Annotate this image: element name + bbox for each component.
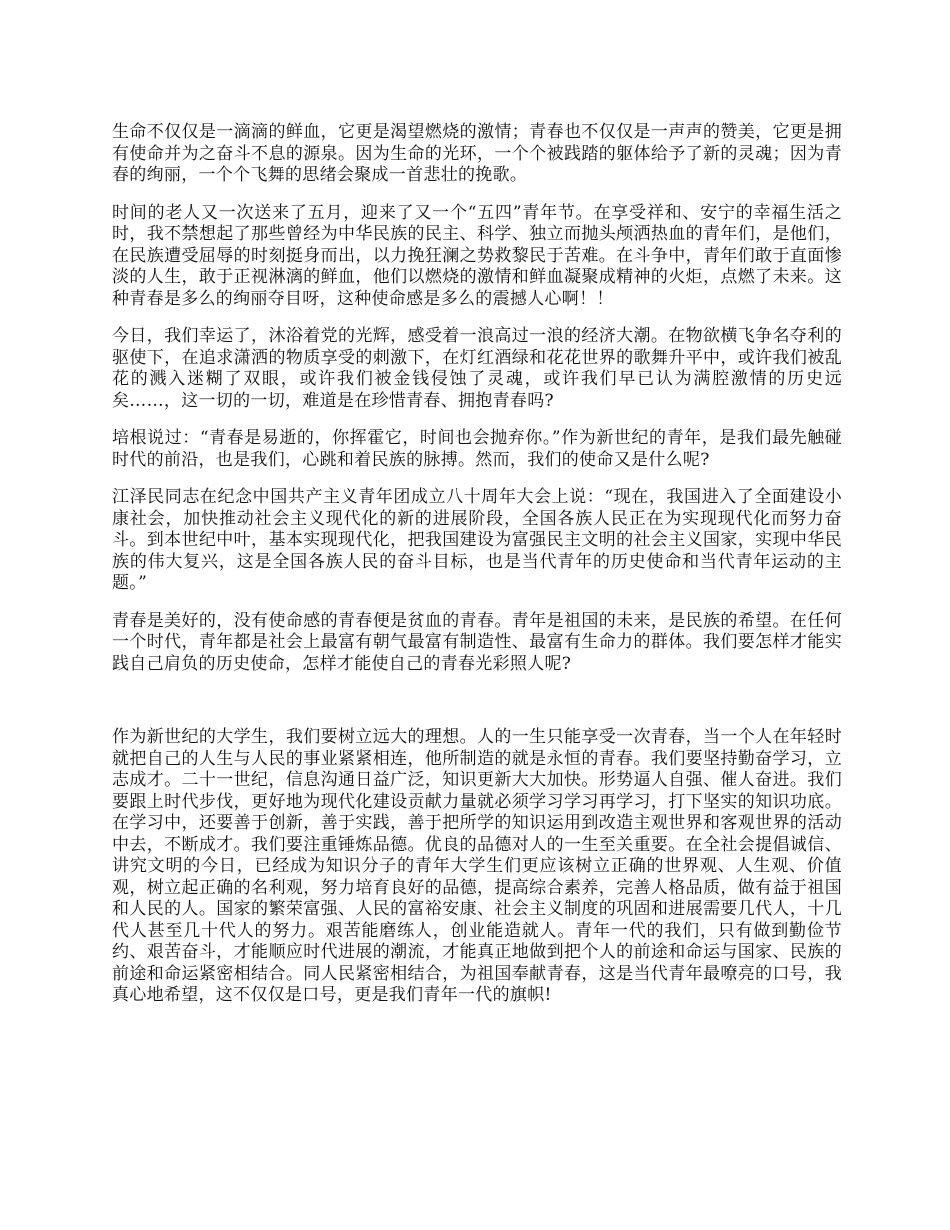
paragraph-7: 作为新世纪的大学生，我们要树立远大的理想。人的一生只能享受一次青春，当一个人在年轻时就把自己的人生与人民的事业紧紧相连，他所制造的就是永恒的青春。我们要坚持勤奋学习，立志成才。二十一世纪，信息沟通日益广泛，知识更新大大加快。形势逼人自强、催人奋进。我们要跟上时代步伐，更好地为现代化建设贡献力量就必须学习学习再学习，打下坚实的知识功底。在学习中，还要善于创新，善于实践，善于把所学的知识运用到改造主观世界和客观世界的活动中去，不断成才。我们要注重锤炼品德。优良的品德对人的一生至关重要。在全社会提倡诚信、讲究文明的今日，已经成为知识分子的青年大学生们更应该树立正确的世界观、人生观、价值观，树立起正确的名利观，努力培育良好的品德，提高综合素养，完善人格品质，做有益于祖国和人民的人。国家的繁荣富强、人民的富裕安康、社会主义制度的巩固和进展需要几代人，十几代人甚至几十代人的努力。艰苦能磨练人，创业能造就人。青年一代的我们，只有做到勤俭节约、艰苦奋斗，才能顺应时代进展的潮流，才能真正地做到把个人的前途和命运与国家、民族的前途和命运紧密相结合。同人民紧密相结合，为祖国奉献青春，这是当代青年最嘹亮的口号，我真心地希望，这不仅仅是口号，更是我们青年一代的旗帜! bbox=[112, 727, 842, 1005]
paragraph-5: 江泽民同志在纪念中国共产主义青年团成立八十周年大会上说：“现在，我国进入了全面建设小康社会，加快推动社会主义现代化的新的进展阶段，全国各族人民正在为实现现代化而努力奋斗。到本世纪中叶，基本实现现代化，把我国建设为富强民主文明的社会主义国家，实现中华民族的伟大复兴，这是全国各族人民的奋斗目标，也是当代青年的历史使命和当代青年运动的主题。” bbox=[112, 487, 842, 593]
document-body bbox=[112, 122, 842, 1023]
paragraph-3: 今日，我们幸运了，沐浴着党的光辉，感受着一浪高过一浪的经济大潮。在物欲横飞争名夺利的驱使下，在追求潇洒的物质享受的刺激下，在灯红酒绿和花花世界的歌舞升平中，或许我们被乱花的溅入迷糊了双眼，或许我们被金钱侵蚀了灵魂，或许我们早已认为满腔激情的历史远矣……，这一切的一切，难道是在珍惜青春、拥抱青春吗? bbox=[112, 326, 842, 411]
paragraph-1: 生命不仅仅是一滴滴的鲜血，它更是渴望燃烧的激情；青春也不仅仅是一声声的赞美，它更是拥有使命并为之奋斗不息的源泉。因为生命的光环，一个个被践踏的躯体给予了新的灵魂；因为青春的绚丽，一个个飞舞的思绪会聚成一首悲壮的挽歌。 bbox=[112, 122, 842, 185]
paragraph-6: 青春是美好的，没有使命感的青春便是贫血的青春。青年是祖国的未来，是民族的希望。在任何一个时代，青年都是社会上最富有朝气最富有制造性、最富有生命力的群体。我们要怎样才能实践自己肩负的历史使命，怎样才能使自己的青春光彩照人呢? bbox=[112, 610, 842, 674]
paragraph-4: 培根说过：“青春是易逝的，你挥霍它，时间也会抛弃你。”作为新世纪的青年，是我们最先触碰时代的前沿，也是我们，心跳和着民族的脉搏。然而，我们的使命又是什么呢? bbox=[112, 428, 842, 470]
paragraph-2: 时间的老人又一次送来了五月，迎来了又一个“五四”青年节。在享受祥和、安宁的幸福生活之时，我不禁想起了那些曾经为中华民族的民主、科学、独立而抛头颅洒热血的青年们，是他们，在民族遭受屈辱的时刻挺身而出，以力挽狂澜之势救黎民于苦难。在斗争中，青年们敢于直面惨淡的人生，敢于正视淋漓的鲜血，他们以燃烧的激情和鲜血凝聚成精神的火炬，点燃了未来。这种青春是多么的绚丽夺目呀，这种使命感是多么的震撼人心啊！！ bbox=[112, 202, 842, 309]
paragraph-spacer bbox=[112, 691, 842, 727]
